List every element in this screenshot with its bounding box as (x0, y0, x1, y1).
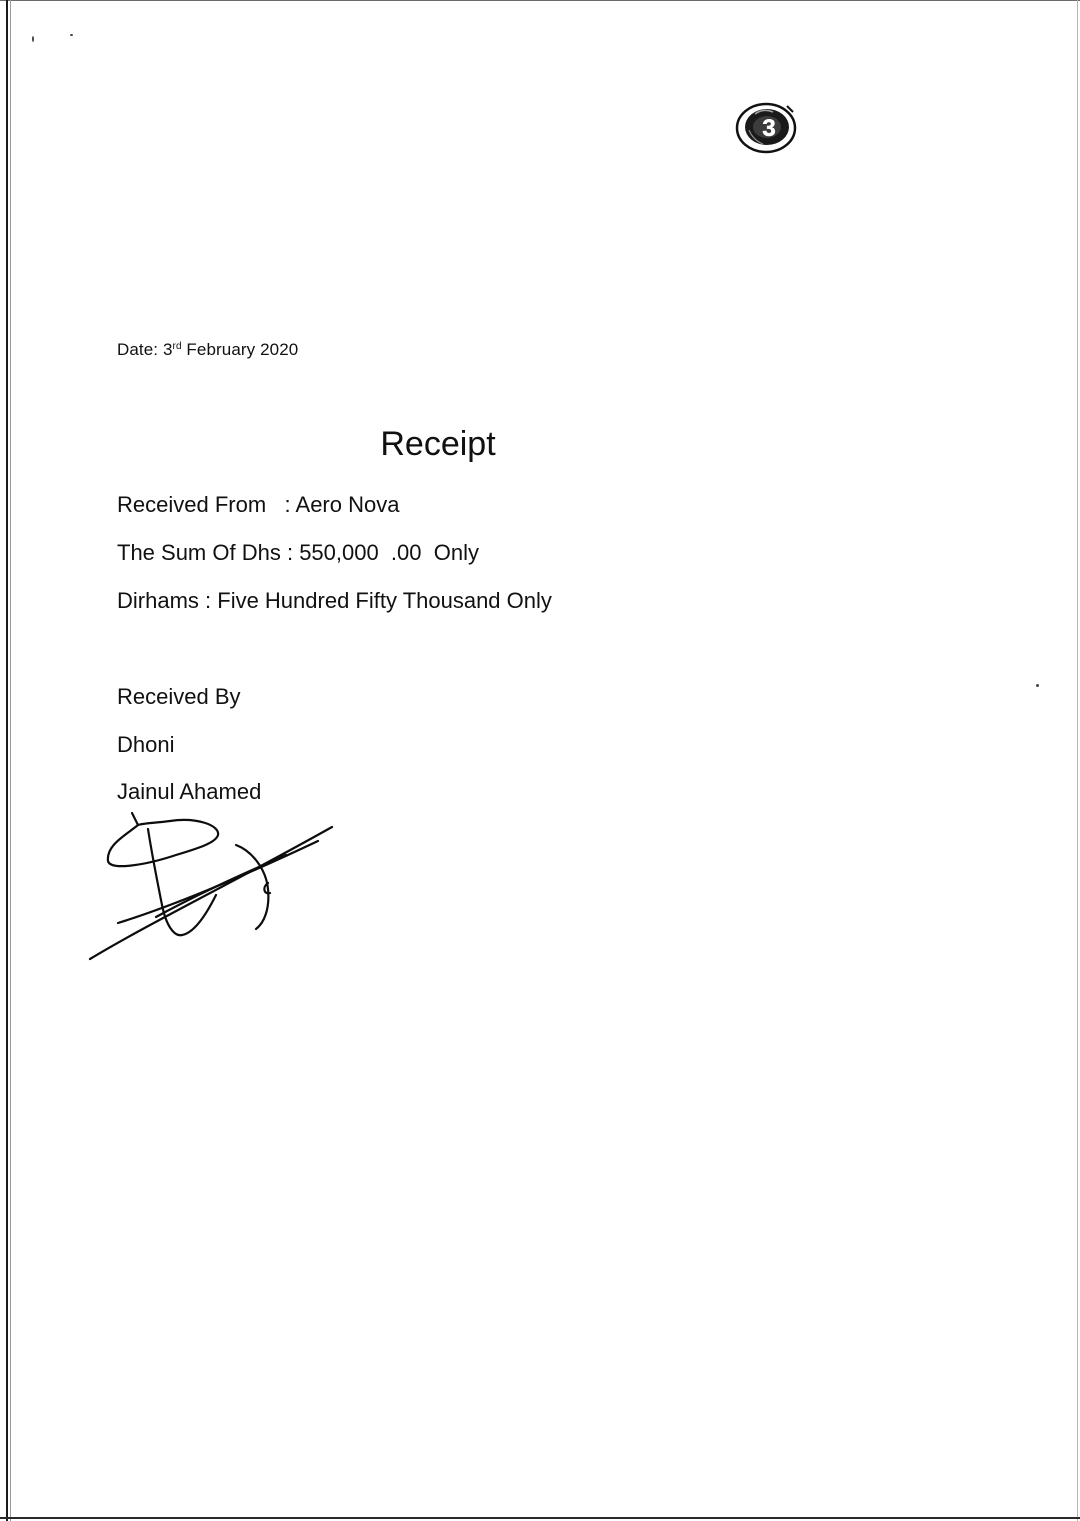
received-by-label: Received By (117, 684, 241, 709)
received-by-name-primary: Dhoni (117, 732, 175, 757)
date-ordinal-suffix: rd (172, 341, 182, 352)
scan-border-left-inner (10, 0, 11, 1521)
sum-value: 550,000 .00 Only (299, 540, 479, 565)
stamp-number: 3 (762, 115, 776, 142)
receipt-title: Receipt (380, 425, 496, 463)
handwritten-signature (86, 805, 338, 965)
receipt-date (117, 340, 298, 360)
received-by-name-secondary: Jainul Ahamed (117, 779, 262, 804)
received-from-label: Received From : (117, 492, 291, 517)
scan-border-right (1077, 0, 1078, 1521)
date-month-year: February 2020 (181, 340, 299, 359)
dirhams-row (117, 588, 552, 614)
page-number-stamp (733, 100, 801, 156)
scan-speck (32, 36, 34, 42)
received-from-value: Aero Nova (295, 492, 400, 517)
scan-border-top (0, 0, 1080, 1)
scan-speck (1036, 684, 1039, 687)
scan-border-bottom (0, 1517, 1080, 1519)
sum-row (117, 540, 479, 566)
dirhams-value: Five Hundred Fifty Thousand Only (217, 588, 552, 613)
sum-label: The Sum Of Dhs : (117, 540, 294, 565)
scan-border-left (6, 0, 8, 1521)
scan-speck (70, 34, 73, 36)
dirhams-label: Dirhams : (117, 588, 212, 613)
received-from-row (117, 492, 399, 518)
date-label: Date: 3 (117, 340, 173, 359)
